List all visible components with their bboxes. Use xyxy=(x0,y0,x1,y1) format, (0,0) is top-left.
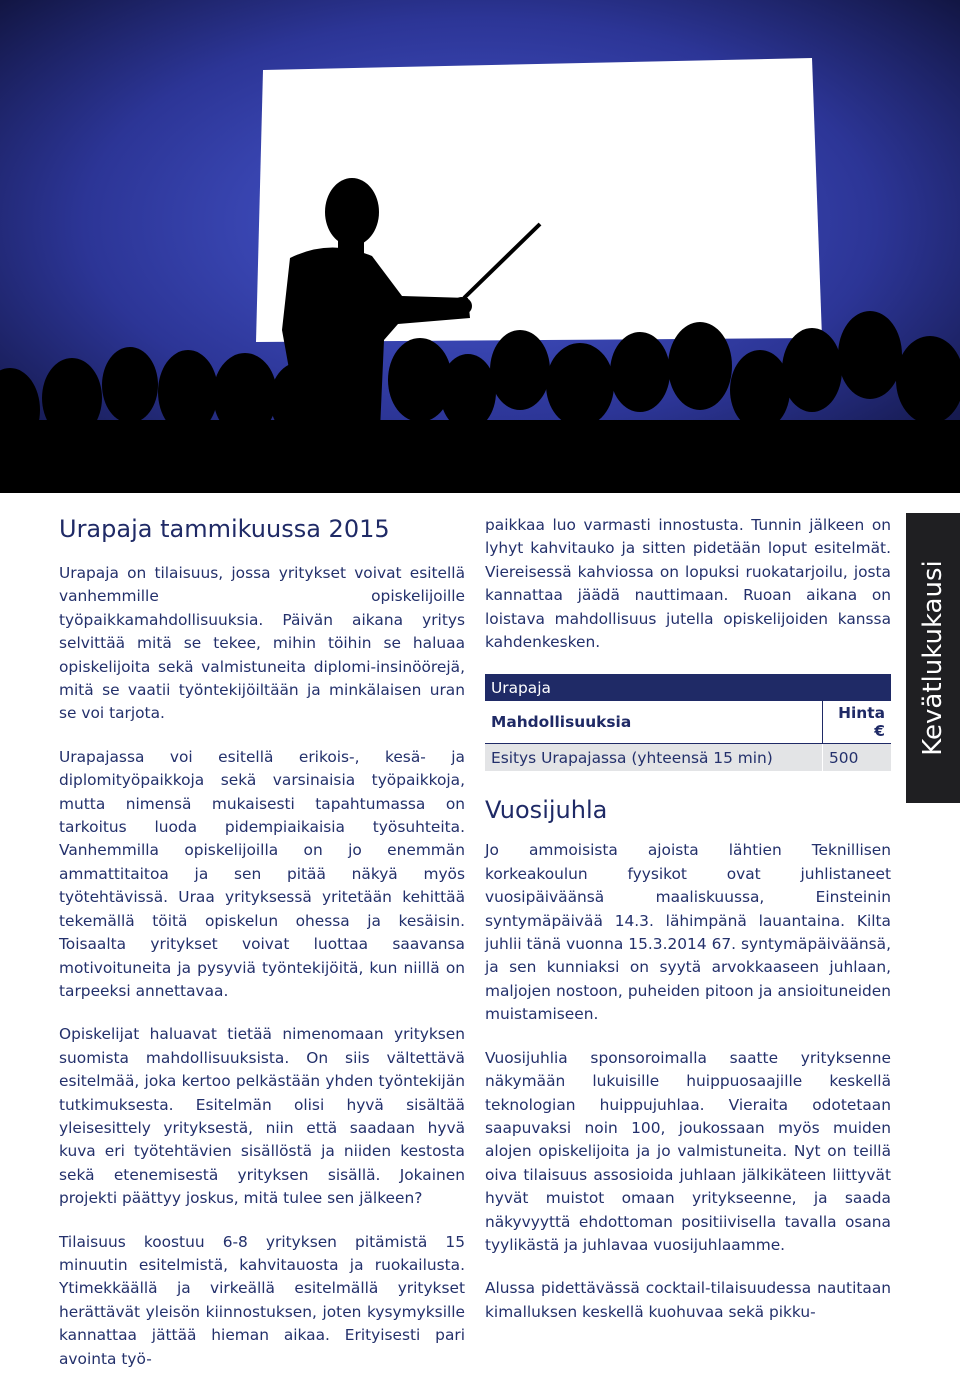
table-caption: Urapaja xyxy=(485,674,891,701)
paragraph: Tilaisuus koostuu 6-8 yrityksen pitämistä 15 minuutin esitelmistä, kahvitauosta ja ruokailusta. Ytimekkäällä ja virkeällä esitelmällä yritykset herättävät yleisön kiinnostuksen, joten kysymyksille kannattaa jättää hieman aikaa. Erityisesti pari avointa työ- xyxy=(59,1232,465,1368)
left-column xyxy=(59,514,465,1391)
hero-illustration xyxy=(0,0,960,493)
presenter-silhouette-icon xyxy=(0,0,960,493)
paragraph: Jo ammoisista ajoista lähtien Teknillisen korkeakoulun fyysikot ovat juhlistaneet vuosipäiväänsä maaliskuussa, Einsteinin syntymäpäivää 14.3. lähimpänä lauantaina. Kilta juhlii tänä vuonna 15.3.2014 67. syntymäpäiväänsä, ja sen kunniaksi on syytä arvokkaaseen juhlaan, maljojen nostoon, puheiden pitoon ja ansioituneiden muistamiseen. xyxy=(485,841,891,1024)
table-cell-price: 500 xyxy=(823,744,892,772)
paragraph: Alussa pidettävässä cocktail-tilaisuudessa nautitaan kimalluksen keskellä kuohuvaa sekä pikku- xyxy=(485,1279,891,1321)
table-header-item: Mahdollisuuksia xyxy=(485,701,823,744)
paragraph: Urapajassa voi esitellä erikois-, kesä- ja diplomityöpaikkoja sekä varsinaisia työpaikkoja, mutta nimensä mukaisesti tapahtumassa on tarkoitus luoda pidempiaikaisia työsuhteita. Vanhemmilla opiskelijoilla on jo enemmän ammattitaitoa ja sen pitää näkyä myös työtehtävissä. Uraa yrityksessä yritetään kehittää tekemällä töitä opiskelun ohessa ja kesäisin. Toisaalta yritykset voivat luottaa saavansa motivoituneita ja pysyviä työntekijöitä, kun niillä on tarpeeksi annettavaa. xyxy=(59,747,465,1000)
price-table xyxy=(485,674,891,771)
table-header-price: Hinta € xyxy=(823,701,892,744)
table-cell-item: Esitys Urapajassa (yhteensä 15 min) xyxy=(485,744,823,772)
side-tab xyxy=(906,513,960,803)
side-tab-label: Kevätlukukausi xyxy=(918,560,948,756)
paragraph: Opiskelijat haluavat tietää nimenomaan yrityksen suomista mahdollisuuksista. On siis vältettävä esitelmää, joka kertoo pelkästään yhden työntekijän tutkimuksesta. Esitelmän olisi hyvä sisältää yleisesittely yrityksestä, niin että saadaan hyvä kuva eri työtehtävien sisällöstä ja niiden kestosta sekä etenemisestä yrityksen sisällä. Jokainen projekti päättyy joskus, mitä tulee sen jälkeen? xyxy=(59,1025,465,1208)
urapaja-title: Urapaja tammikuussa 2015 xyxy=(59,515,390,543)
paragraph: paikkaa luo varmasti innostusta. Tunnin jälkeen on lyhyt kahvitauko ja sitten pidetään loput esitelmät. Viereisessä kahviossa on lopuksi ruokatarjoilu, josta kannattaa jäädä nauttimaan. Ruoan aikana on loistava mahdollisuus jutella opiskelijoiden kanssa kahdenkesken. xyxy=(485,516,891,652)
paragraph: Vuosijuhlia sponsoroimalla saatte yrityksenne näkymään lukuisille huippuosaajille keskellä teknologian huippujuhlaa. Vieraita odotetaan saapuvaksi noin 100, joukossaan myös muiden alojen opiskelijoita ja jo valmistuneita. Nyt on teillä oiva tilaisuus assosioida juhlaan jälkikäteen liittyvät hyvät muistot omaan yritykseenne, ja saada näkyvyyttä ehdottoman positiivisella tavalla osana tyylikästä ja juhlavaa vuosijuhlaamme. xyxy=(485,1048,891,1254)
table-row xyxy=(485,744,891,772)
paragraph: Urapaja on tilaisuus, jossa yritykset voivat esitellä vanhemmille opiskelijoille työpaikkamahdollisuuksia. Päivän aikana yritys selvittää mitä se tekee, mihin töihin se haluaa opiskelijoita sekä valmistuneita diplomi-insinöörejä, mitä se vaatii työntekijöiltään ja minkälaisen uran se voi tarjota. xyxy=(59,564,465,723)
vuosijuhla-title: Vuosijuhla xyxy=(485,796,608,825)
right-column xyxy=(485,514,891,1344)
